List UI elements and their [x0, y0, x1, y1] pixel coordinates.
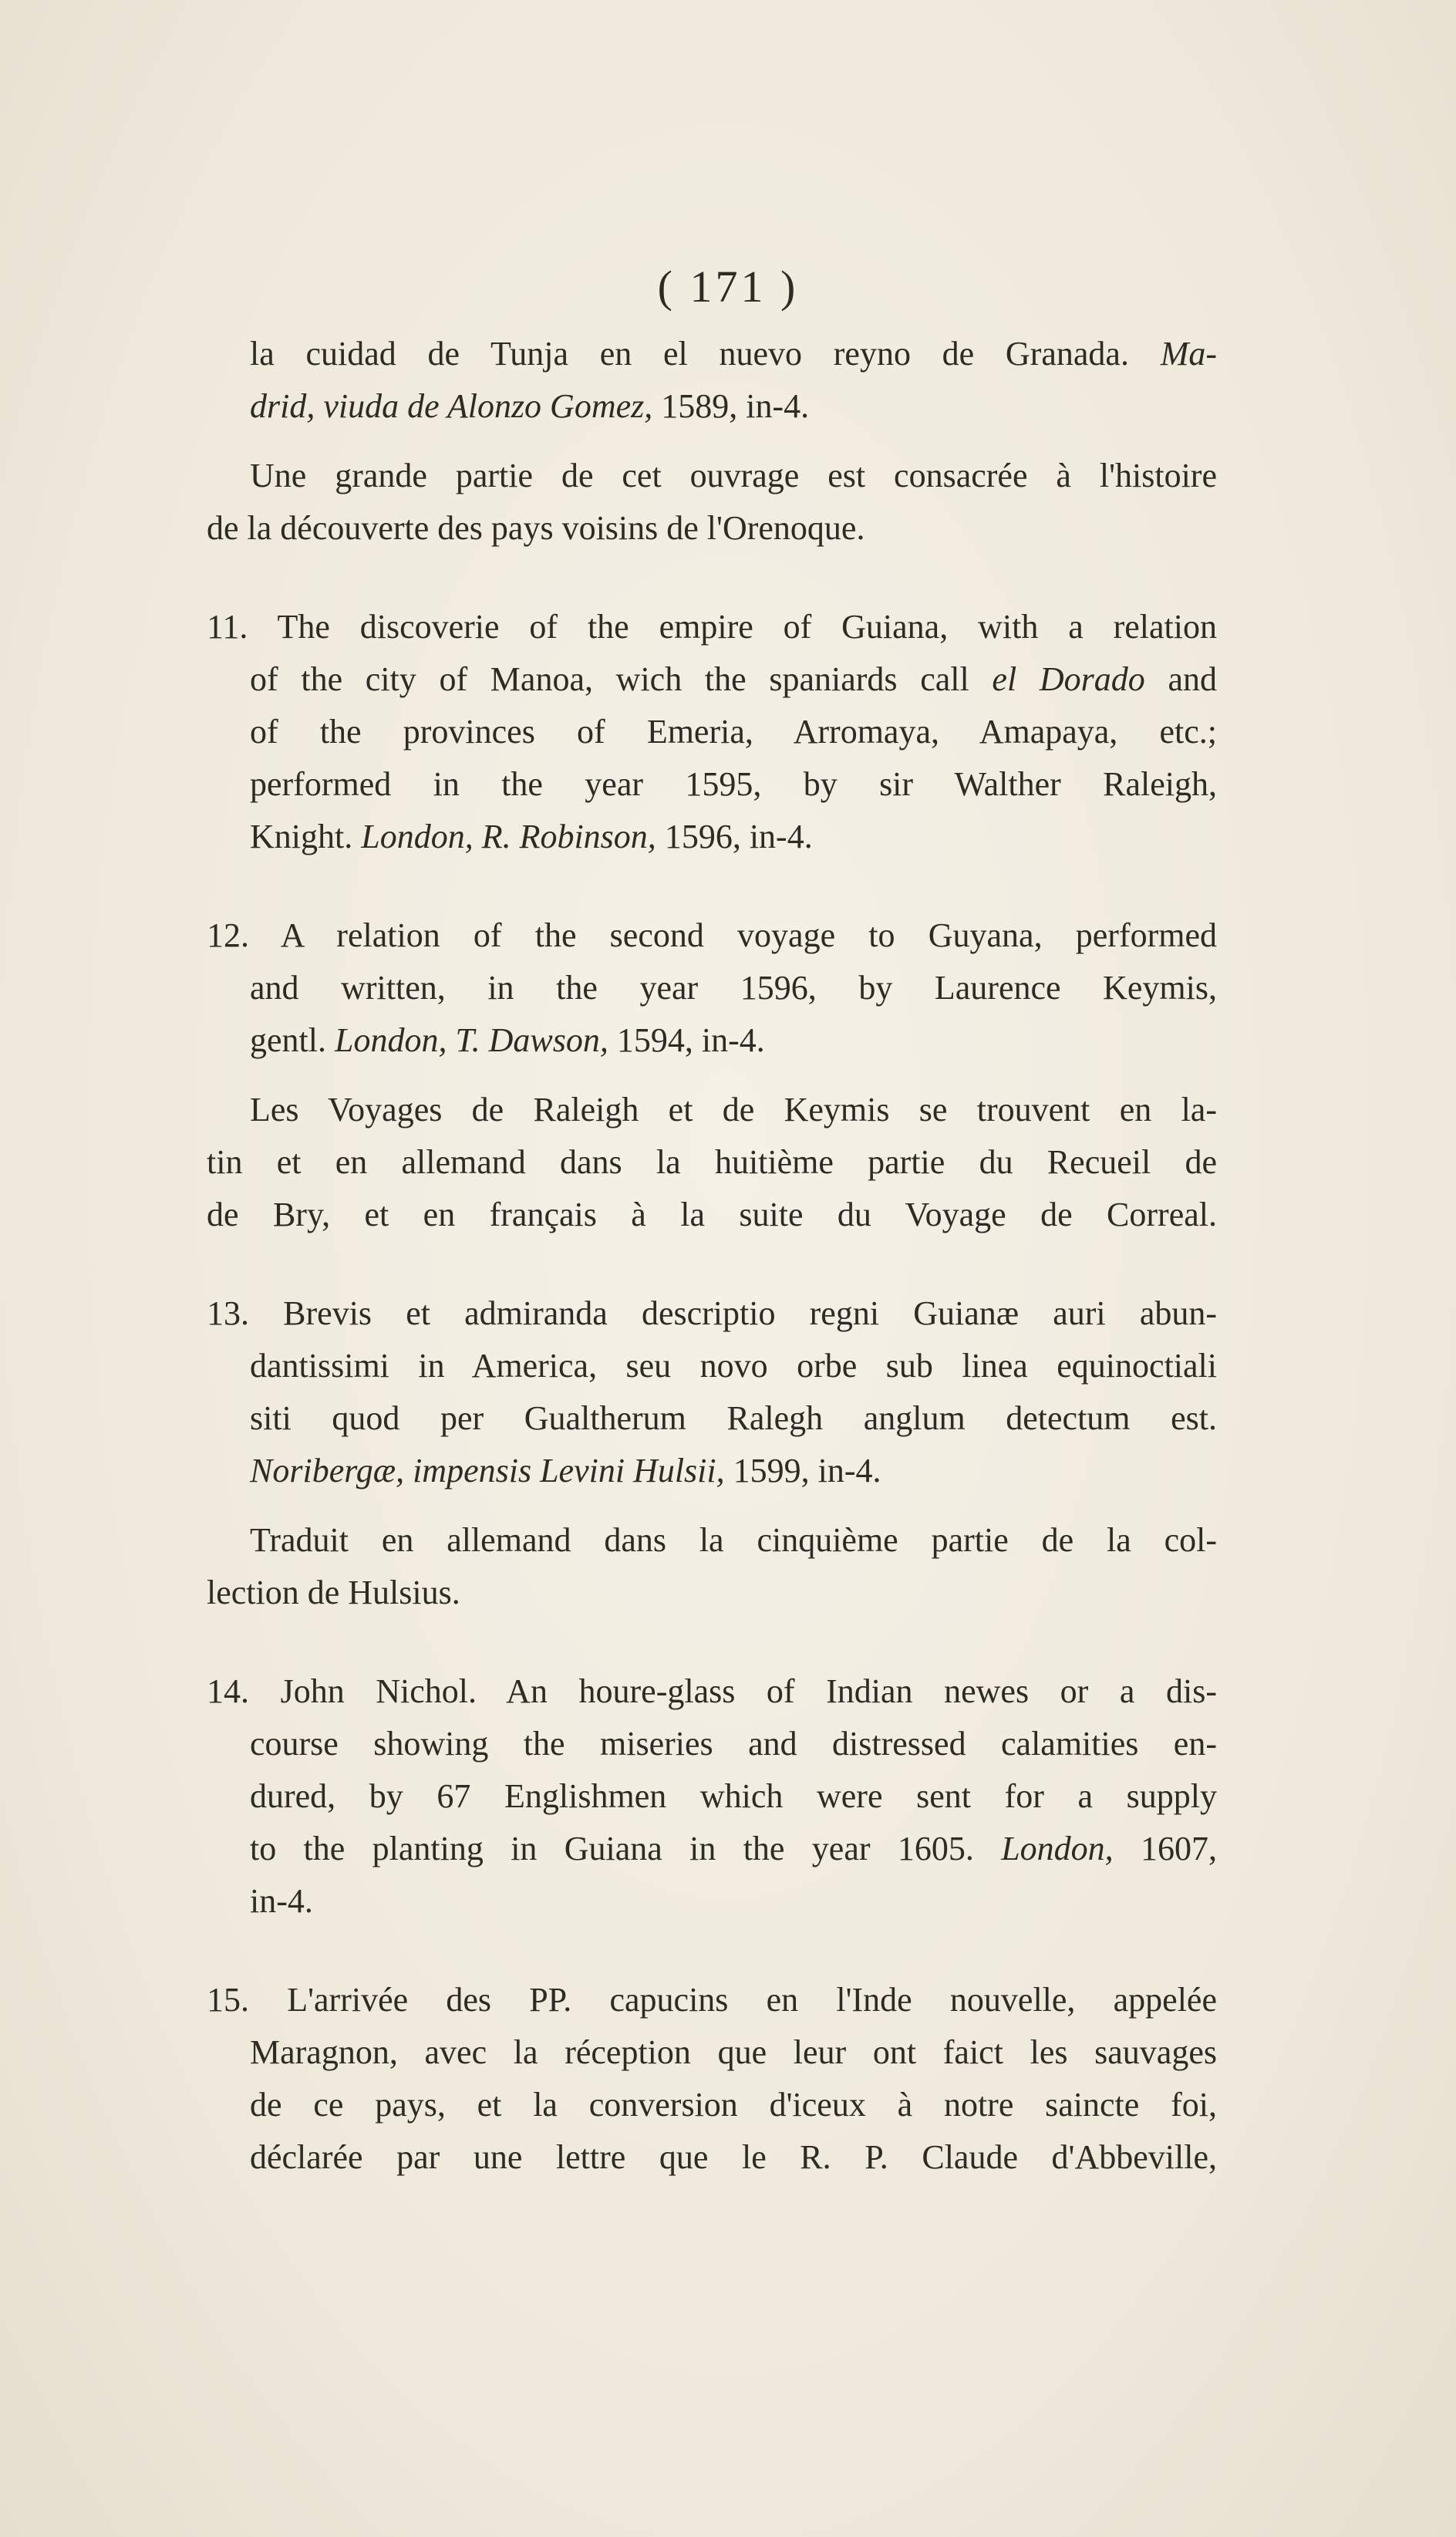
text-line: 12. A relation of the second voyage to Guyana, performed [207, 916, 1217, 954]
text-line: dantissimi in America, seu novo orbe sub linea equinoctiali [250, 1347, 1217, 1385]
text-line: siti quod per Gualtherum Ralegh anglum detectum est. [250, 1399, 1217, 1437]
text-line: performed in the year 1595, by sir Walther Raleigh, [250, 765, 1217, 803]
text-line: la cuidad de Tunja en el nuevo reyno de Granada. Ma- [250, 335, 1217, 373]
text-line: dured, by 67 Englishmen which were sent for a supply [250, 1777, 1217, 1815]
text-line: Les Voyages de Raleigh et de Keymis se trouvent en la- [250, 1091, 1217, 1128]
note-paragraph [207, 1514, 1217, 1619]
text-line: tin et en allemand dans la huitième partie du Recueil de [207, 1143, 1217, 1181]
text-line: Maragnon, avec la réception que leur ont faict les sauvages [250, 2033, 1217, 2071]
text-line: to the planting in Guiana in the year 1605. London, 1607, [250, 1830, 1218, 1867]
text-line: of the city of Manoa, wich the spaniards call el Dorado and [250, 660, 1218, 698]
text-line: Noribergæ, impensis Levini Hulsii, 1599, in-4. [250, 1452, 881, 1489]
text-line: drid, viuda de Alonzo Gomez, 1589, in-4. [250, 387, 810, 425]
bibliography-entry-14 [207, 1665, 1217, 1928]
text-line: 11. The discoverie of the empire of Guiana, with a relation [207, 608, 1217, 646]
page-number: ( 171 ) [657, 261, 799, 312]
text-line: of the provinces of Emeria, Arromaya, Amapaya, etc.; [250, 713, 1217, 751]
bibliography-entry-15 [207, 1974, 1217, 2184]
page-text [207, 328, 1217, 2184]
entry-10-continuation [207, 328, 1217, 433]
text-line: 14. John Nichol. An houre-glass of Indian newes or a dis- [207, 1672, 1217, 1710]
text-line: in-4. [250, 1882, 313, 1920]
text-line: déclarée par une lettre que le R. P. Claude d'Abbeville, [250, 2138, 1217, 2176]
text-line: lection de Hulsius. [207, 1574, 460, 1611]
text-line: de Bry, et en français à la suite du Voyage de Correal. [207, 1196, 1217, 1233]
text-line: and written, in the year 1596, by Laurence Keymis, [250, 969, 1217, 1007]
bibliography-entry-13 [207, 1287, 1217, 1497]
text-line: Traduit en allemand dans la cinquième partie de la col- [250, 1521, 1217, 1559]
text-line: 13. Brevis et admiranda descriptio regni Guianæ auri abun- [207, 1294, 1217, 1332]
text-line: Knight. London, R. Robinson, 1596, in-4. [250, 818, 813, 855]
note-paragraph [207, 1084, 1217, 1241]
text-line: 15. L'arrivée des PP. capucins en l'Inde nouvelle, appelée [207, 1981, 1217, 2019]
text-line: de la découverte des pays voisins de l'Orenoque. [207, 509, 865, 547]
note-paragraph [207, 450, 1217, 555]
bibliography-entry-11 [207, 601, 1217, 863]
text-line: gentl. London, T. Dawson, 1594, in-4. [250, 1021, 765, 1059]
text-line: de ce pays, et la conversion d'iceux à notre saincte foi, [250, 2086, 1217, 2124]
bibliography-entry-12 [207, 909, 1217, 1067]
text-line: Une grande partie de cet ouvrage est consacrée à l'histoire [250, 457, 1217, 494]
text-line: course showing the miseries and distressed calamities en- [250, 1725, 1217, 1763]
